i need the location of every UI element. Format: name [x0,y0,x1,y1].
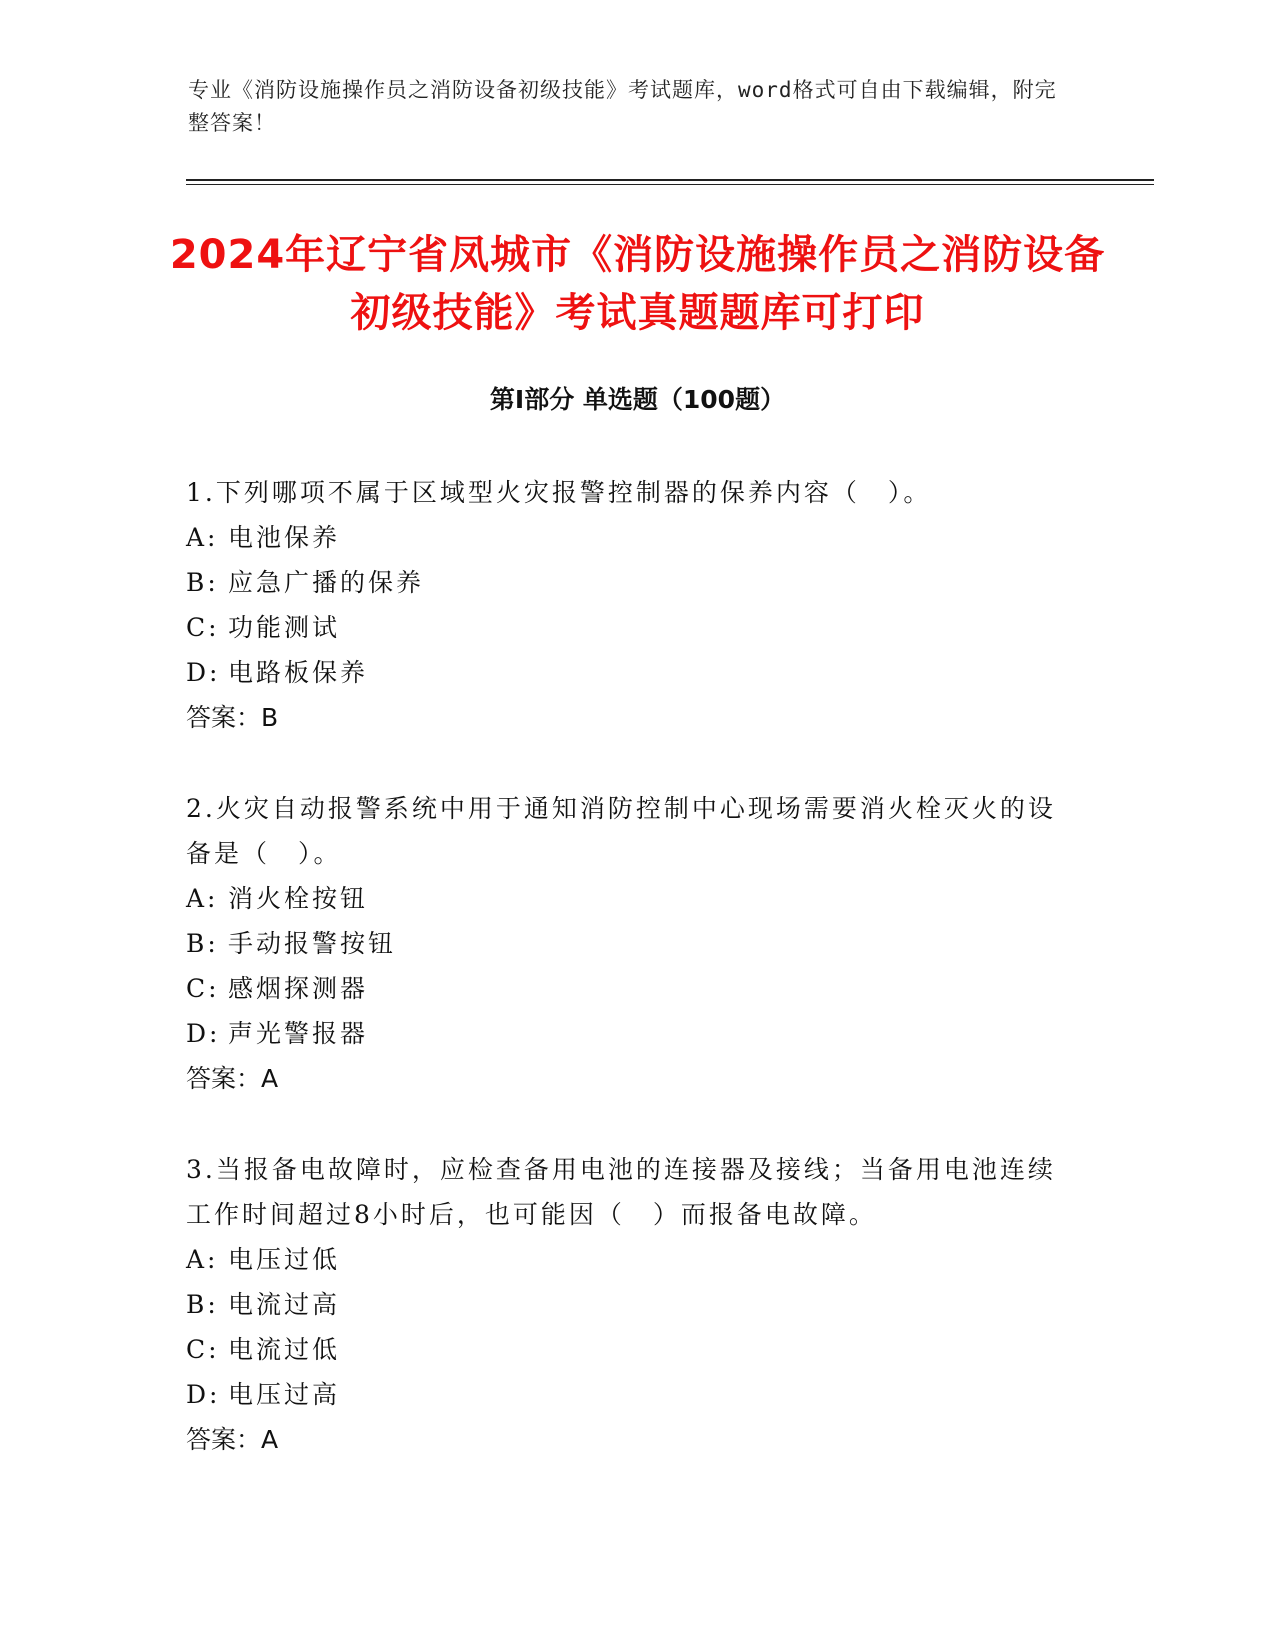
question-list [186,470,1066,1508]
option-text: 功能测试 [228,613,341,642]
option-text: 应急广播的保养 [228,568,425,597]
option-b [186,560,1066,605]
answer-line [186,695,1066,740]
option-c [186,1327,1066,1372]
option-text: 电流过低 [228,1335,341,1364]
option-letter: B: [186,929,219,958]
option-d [186,1372,1066,1417]
option-c [186,605,1066,650]
option-letter: C: [186,974,220,1003]
option-d [186,650,1066,695]
option-letter: D: [186,1019,221,1048]
answer-line [186,1417,1066,1462]
option-text: 电压过高 [228,1380,341,1409]
document-title: 2024年辽宁省凤城市《消防设施操作员之消防设备初级技能》考试真题题库可打印 [169,232,1106,336]
answer-label: 答案： [186,1064,262,1093]
option-letter: C: [186,613,220,642]
option-text: 感烟探测器 [228,974,369,1003]
option-d [186,1011,1066,1056]
question-2 [186,786,1066,1101]
option-b [186,921,1066,966]
option-a [186,1237,1066,1282]
question-1 [186,470,1066,740]
option-text: 消火栓按钮 [228,884,369,913]
header-rule-thin [186,184,1154,185]
option-letter: A: [186,523,219,552]
question-3 [186,1147,1066,1462]
option-text: 电流过高 [228,1290,341,1319]
option-text: 电压过低 [228,1245,341,1274]
option-a [186,515,1066,560]
answer-line [186,1056,1066,1101]
answer-value: A [261,1064,279,1093]
option-letter: B: [186,1290,219,1319]
option-text: 电池保养 [228,523,341,552]
option-text: 声光警报器 [228,1019,369,1048]
header-note: 专业《消防设施操作员之消防设备初级技能》考试题库，word格式可自由下载编辑，附完整答案！ [188,78,1057,135]
option-letter: D: [186,658,221,687]
answer-value: B [261,703,279,732]
section-title: 第Ⅰ部分 单选题（100题） [489,385,786,414]
option-a [186,876,1066,921]
header-rule [186,179,1154,181]
question-stem: 1.下列哪项不属于区域型火灾报警控制器的保养内容（ ）。 [186,478,932,507]
option-c [186,966,1066,1011]
question-stem: 2.火灾自动报警系统中用于通知消防控制中心现场需要消火栓灭火的设备是（ ）。 [186,794,1056,868]
answer-label: 答案： [186,703,262,732]
option-text: 手动报警按钮 [228,929,397,958]
answer-value: A [261,1425,279,1454]
option-letter: A: [186,884,219,913]
question-stem: 3.当报备电故障时，应检查备用电池的连接器及接线；当备用电池连续工作时间超过8小时后，也可能因（ ）而报备电故障。 [186,1155,1056,1229]
option-letter: A: [186,1245,219,1274]
option-letter: D: [186,1380,221,1409]
option-letter: C: [186,1335,220,1364]
option-letter: B: [186,568,219,597]
option-b [186,1282,1066,1327]
option-text: 电路板保养 [228,658,369,687]
answer-label: 答案： [186,1425,262,1454]
